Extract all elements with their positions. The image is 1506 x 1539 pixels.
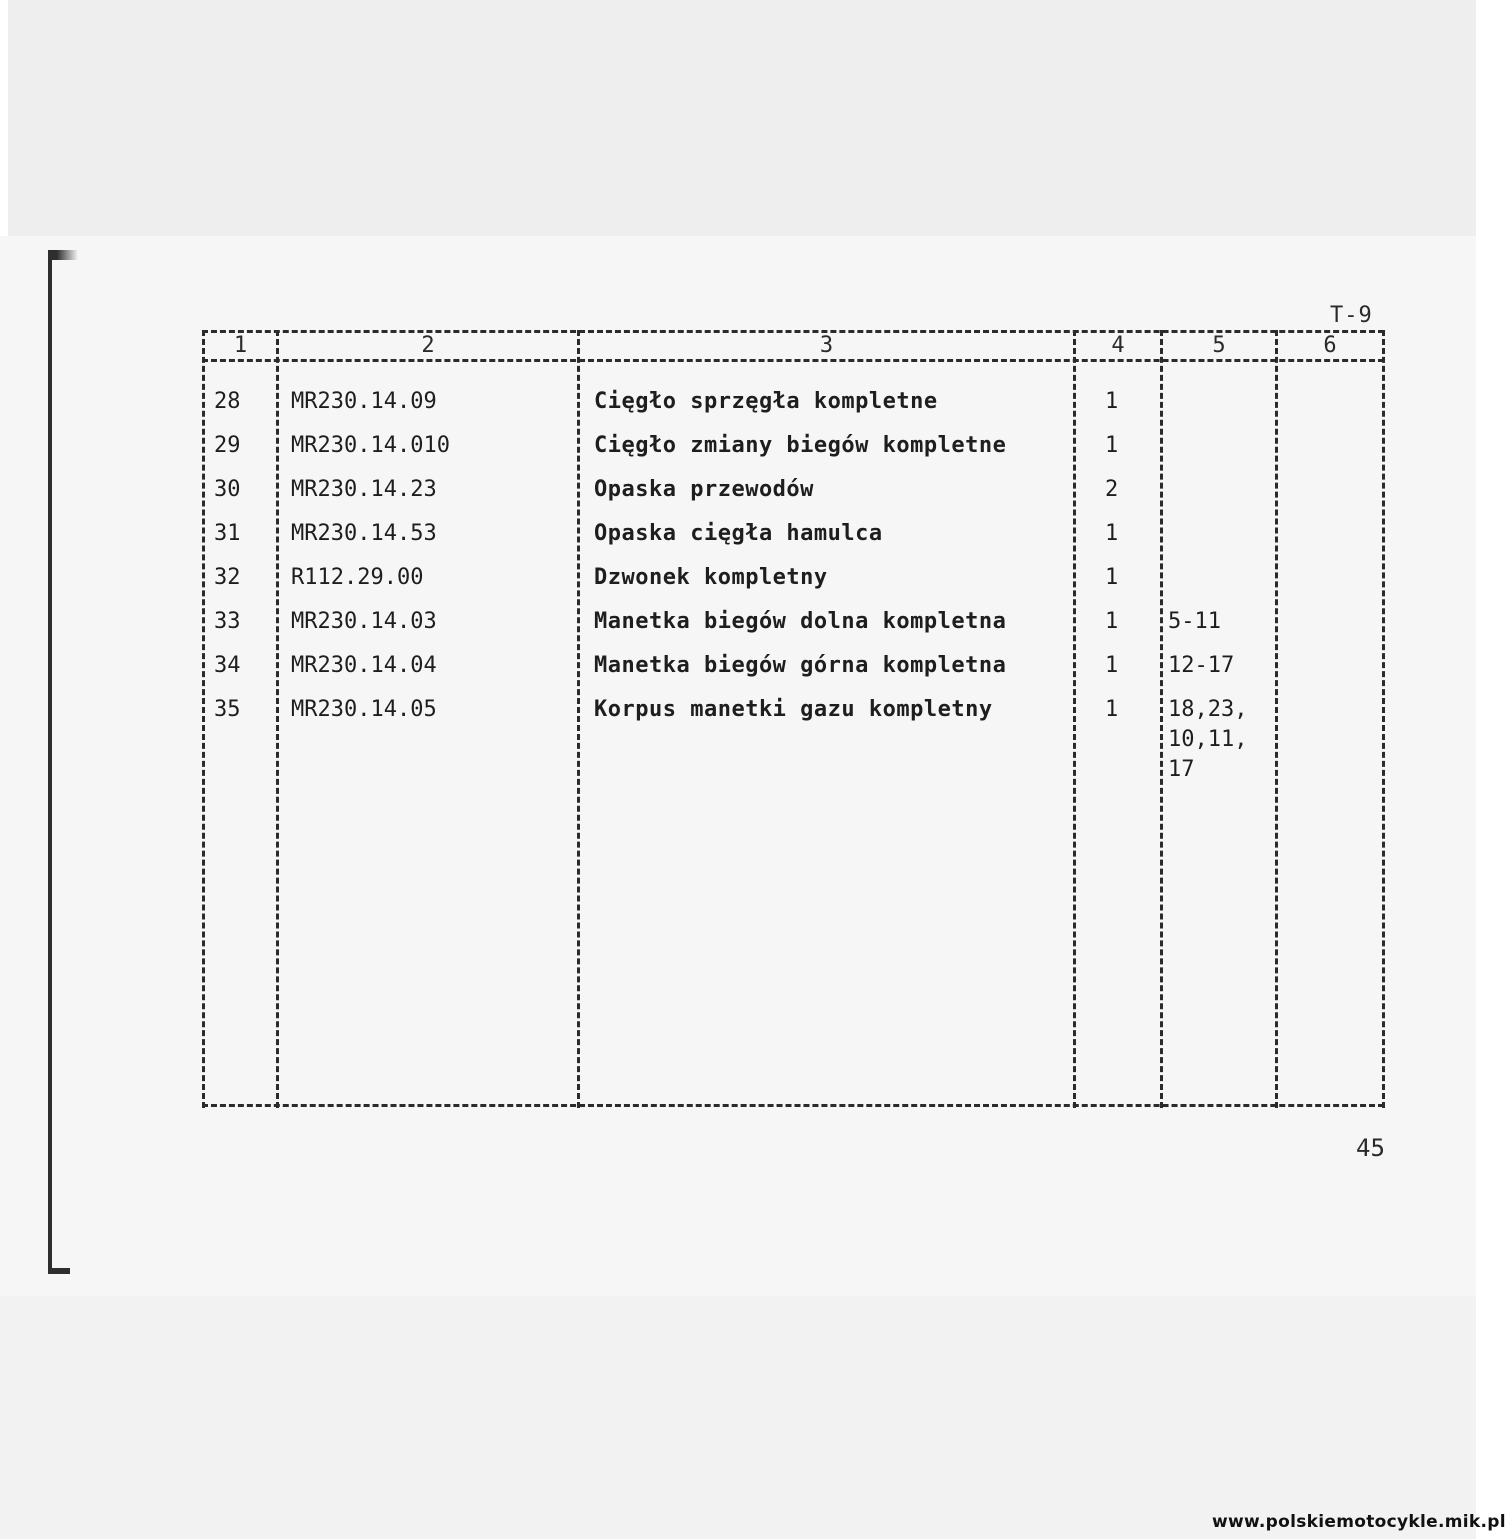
quantity: 1 — [1105, 389, 1119, 414]
quantity: 1 — [1105, 565, 1119, 590]
quantity: 1 — [1105, 653, 1119, 678]
scan-bottom-band — [0, 1296, 1476, 1539]
table-row — [0, 512, 1476, 556]
part-name: Cięgło zmiany biegów kompletne — [594, 433, 1007, 458]
figure-reference: 5-11 — [1168, 609, 1221, 634]
watermark-url: www.polskiemotocykle.mik.pl — [1212, 1512, 1506, 1532]
sheet-code: T-9 — [1330, 303, 1373, 328]
part-code: MR230.14.23 — [291, 477, 437, 502]
table-row — [0, 556, 1476, 600]
quantity: 1 — [1105, 609, 1119, 634]
table-bottom-border — [202, 1104, 1384, 1107]
table-row — [0, 688, 1476, 782]
item-number: 30 — [214, 477, 241, 502]
binding-edge-top — [48, 250, 78, 260]
part-name: Korpus manetki gazu kompletny — [594, 697, 993, 722]
item-number: 32 — [214, 565, 241, 590]
binding-edge-bottom — [48, 1268, 70, 1274]
item-number: 28 — [214, 389, 241, 414]
column-header-5: 5 — [1212, 333, 1226, 358]
column-header-6: 6 — [1323, 333, 1337, 358]
part-name: Cięgło sprzęgła kompletne — [594, 389, 938, 414]
part-name: Manetka biegów górna kompletna — [594, 653, 1007, 678]
table-row — [0, 644, 1476, 688]
quantity: 1 — [1105, 521, 1119, 546]
item-number: 31 — [214, 521, 241, 546]
part-code: R112.29.00 — [291, 565, 424, 590]
table-row — [0, 380, 1476, 424]
item-number: 29 — [214, 433, 241, 458]
page-number: 45 — [1356, 1134, 1385, 1162]
part-code: MR230.14.05 — [291, 697, 437, 722]
column-header-2: 2 — [421, 333, 435, 358]
part-name: Opaska cięgła hamulca — [594, 521, 883, 546]
scan-top-band — [8, 0, 1476, 236]
table-row — [0, 424, 1476, 468]
column-header-1: 1 — [233, 333, 248, 358]
part-name: Dzwonek kompletny — [594, 565, 828, 590]
figure-reference: 18,23, 10,11, 17 — [1168, 697, 1248, 782]
column-header-4: 4 — [1111, 333, 1125, 358]
part-code: MR230.14.04 — [291, 653, 437, 678]
part-code: MR230.14.010 — [291, 433, 450, 458]
part-code: MR230.14.53 — [291, 521, 437, 546]
quantity: 1 — [1105, 433, 1119, 458]
table-row — [0, 600, 1476, 644]
item-number: 35 — [214, 697, 241, 722]
item-number: 34 — [214, 653, 241, 678]
table-row — [0, 468, 1476, 512]
part-name: Opaska przewodów — [594, 477, 814, 502]
part-code: MR230.14.03 — [291, 609, 437, 634]
figure-reference: 12-17 — [1168, 653, 1235, 678]
item-number: 33 — [214, 609, 241, 634]
column-header-3: 3 — [819, 333, 834, 358]
quantity: 1 — [1105, 697, 1119, 722]
quantity: 2 — [1105, 477, 1119, 502]
part-name: Manetka biegów dolna kompletna — [594, 609, 1007, 634]
part-code: MR230.14.09 — [291, 389, 437, 414]
